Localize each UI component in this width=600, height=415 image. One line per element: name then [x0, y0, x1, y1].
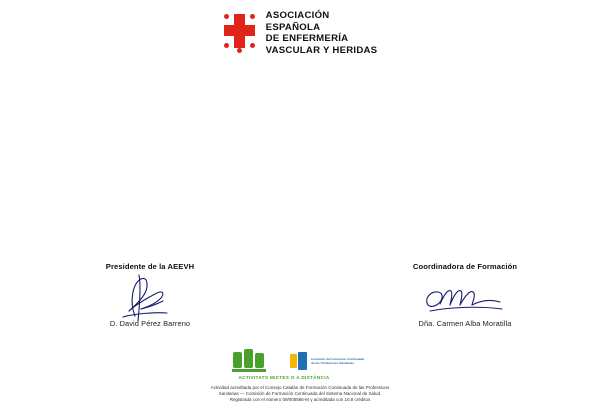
badge-blue-line-2: de las Profesiones Sanitarias: [311, 361, 354, 365]
signature-title-president: Presidente de la AEEVH: [105, 262, 195, 271]
org-name-line-1: ASOCIACIÓN: [265, 10, 330, 21]
signature-title-coordinator: Coordinadora de Formación: [412, 262, 518, 271]
signature-block-president: [40, 262, 260, 328]
accreditation-text: [0, 385, 600, 403]
red-cross-icon: [223, 12, 257, 54]
accreditation-logos: [0, 348, 600, 374]
signature-block-coordinator: [355, 262, 575, 328]
org-name-line-2: ESPAÑOLA: [265, 21, 321, 33]
consell-catala-formacio-logo-icon: [230, 348, 282, 374]
document-header: [0, 8, 600, 56]
signature-name-president: D. David Pérez Barreno: [109, 319, 191, 328]
badge-blue-line-1: Comisión de Formación Continuada: [311, 356, 365, 361]
signature-name-coordinator: Dña. Carmen Alba Moratilla: [418, 319, 512, 328]
org-name-line-4: VASCULAR Y HERIDAS: [265, 44, 378, 56]
handwritten-signature-icon-president: [40, 271, 260, 319]
comision-formacion-continuada-logo-icon: [290, 348, 370, 374]
accreditation-line-2: Sanitarias — Comisión de Formación Continuada del Sistema Nacional de Salud.: [218, 391, 382, 396]
org-name-line-3: DE ENFERMERÍA: [265, 33, 349, 45]
accreditation-footer: [0, 348, 600, 403]
handwritten-signature-icon-coordinator: [355, 271, 575, 319]
organization-name: [266, 8, 378, 56]
organization-logo: [223, 8, 378, 56]
accreditation-line-3: Registrada con el número 09/005586-M y acreditada con 10,8 créditos: [229, 397, 371, 402]
accreditation-line-1: Actividad acreditada por el Consejo Catalán de Formación Continuada de las Professions: [210, 385, 390, 390]
activity-type-tag: ACTIVITATS MIXTES O A DISTÀNCIA: [238, 375, 330, 380]
